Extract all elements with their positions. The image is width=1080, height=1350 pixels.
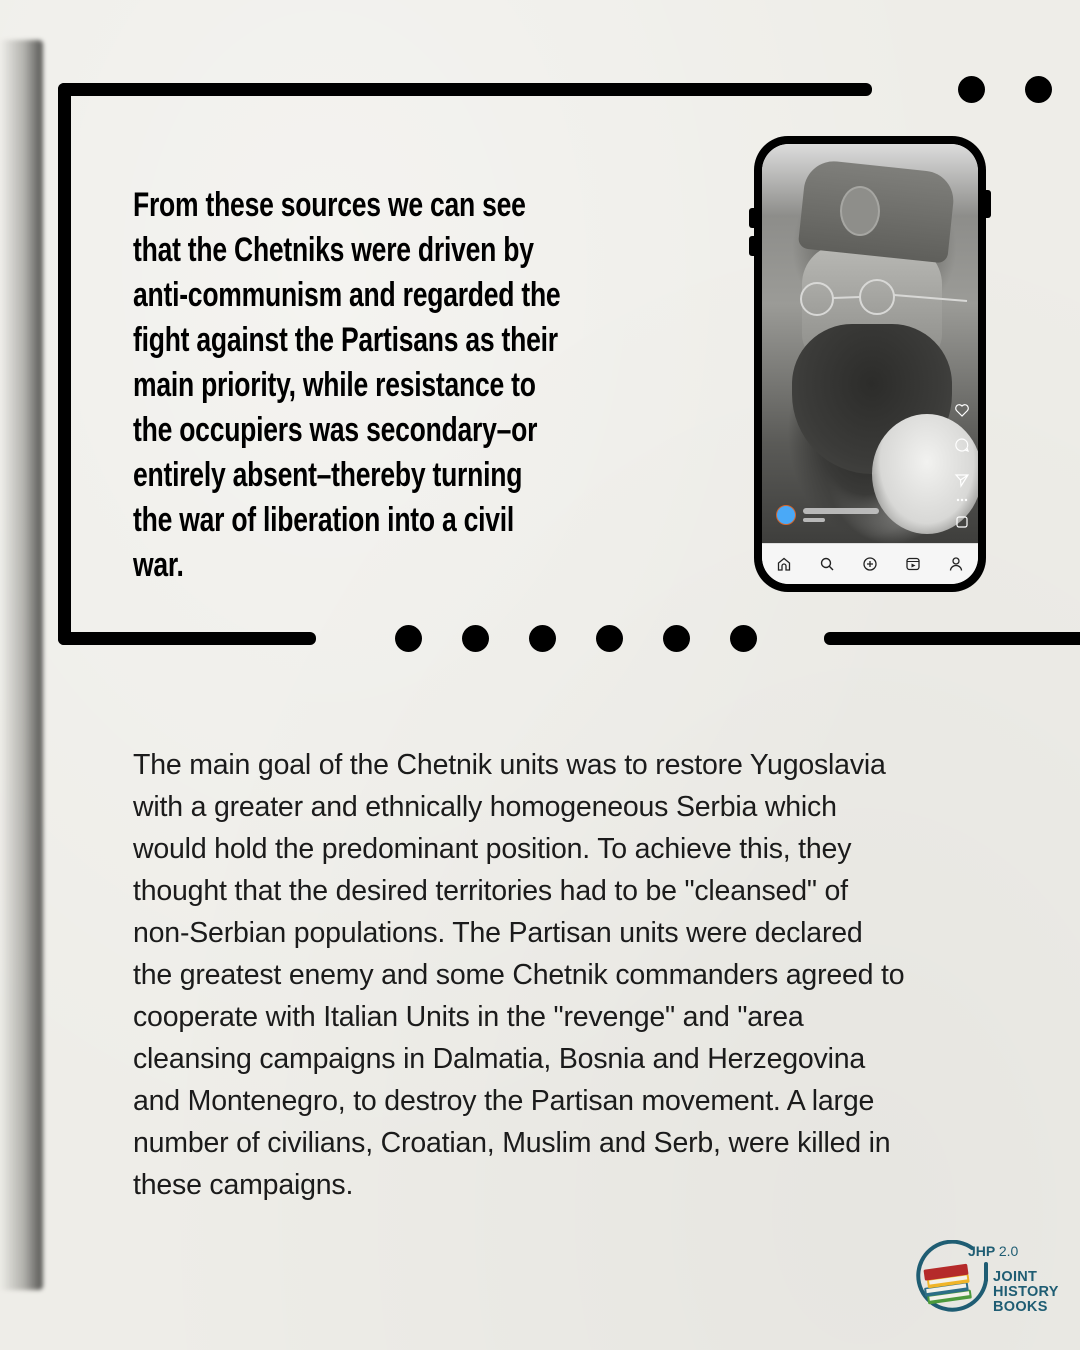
comment-icon[interactable] [954,437,970,453]
quote-line: main priority, while resistance to [133,366,536,404]
decor-dot [1025,76,1052,103]
quote-line: the war of liberation into a civil [133,501,515,539]
quote-line: that the Chetniks were driven by [133,231,534,269]
portrait-cap-badge [840,186,880,236]
logo-abbr [968,1243,1018,1259]
body-line: the greatest enemy and some Chetnik commanders agreed to [133,959,905,991]
logo-line-2: HISTORY [993,1284,1059,1300]
phone-mockup [754,136,986,592]
portrait-photo [762,144,978,544]
body-line: and Montenegro, to destroy the Partisan movement. A large [133,1085,875,1117]
paper-edge-shadow [0,40,44,1290]
decor-dot [529,625,556,652]
decor-dot [663,625,690,652]
phone-screen [762,144,978,584]
body-line: thought that the desired territories had to be "cleansed" of [133,875,848,907]
frame-bottom-left-line [58,632,316,645]
decor-dot [596,625,623,652]
frame-top-line [58,83,872,96]
profile-avatar[interactable] [776,505,796,525]
logo-line-3: BOOKS [993,1299,1048,1315]
search-icon[interactable] [819,556,835,572]
quote-text [133,183,601,588]
username-placeholder-bar [803,508,879,514]
home-icon[interactable] [776,556,792,572]
logo-line-1: JOINT [993,1269,1038,1285]
body-line: non-Serbian populations. The Partisan units were declared [133,917,863,949]
phone-bottom-nav [762,543,978,584]
reels-icon[interactable] [905,556,921,572]
quote-line: anti-communism and regarded the [133,276,561,314]
heart-icon[interactable] [954,402,970,418]
decor-dot [730,625,757,652]
decor-dot [395,625,422,652]
decor-dot [958,76,985,103]
quote-line: fight against the Partisans as their [133,321,558,359]
body-line: cooperate with Italian Units in the "revenge" and "area [133,1001,804,1033]
create-icon[interactable] [862,556,878,572]
quote-line: From these sources we can see [133,186,526,224]
body-line: The main goal of the Chetnik units was to restore Yugoslavia [133,749,886,781]
save-icon[interactable] [954,514,970,530]
body-line: would hold the predominant position. To achieve this, they [133,833,852,865]
body-line: number of civilians, Croatian, Muslim and Serb, were killed in [133,1127,891,1159]
portrait-glasses [782,279,972,319]
body-paragraph [133,744,1033,1206]
body-line: cleansing campaigns in Dalmatia, Bosnia and Herzegovina [133,1043,866,1075]
quote-line: entirely absent–thereby turning [133,456,523,494]
jhp-logo [914,1240,1074,1320]
body-line: these campaigns. [133,1169,354,1201]
decor-dot [462,625,489,652]
profile-icon[interactable] [948,556,964,572]
body-line: with a greater and ethnically homogeneous Serbia which [133,791,837,823]
quote-line: war. [133,546,184,584]
caption-placeholder-bar [803,518,825,522]
send-icon[interactable] [954,472,970,488]
logo-version: 2.0 [998,1243,1019,1259]
frame-left-line [58,83,71,645]
frame-bottom-right-line [824,632,1080,645]
quote-line: the occupiers was secondary–or [133,411,538,449]
more-icon[interactable] [954,492,970,508]
logo-abbr-text: JHP [968,1243,995,1259]
